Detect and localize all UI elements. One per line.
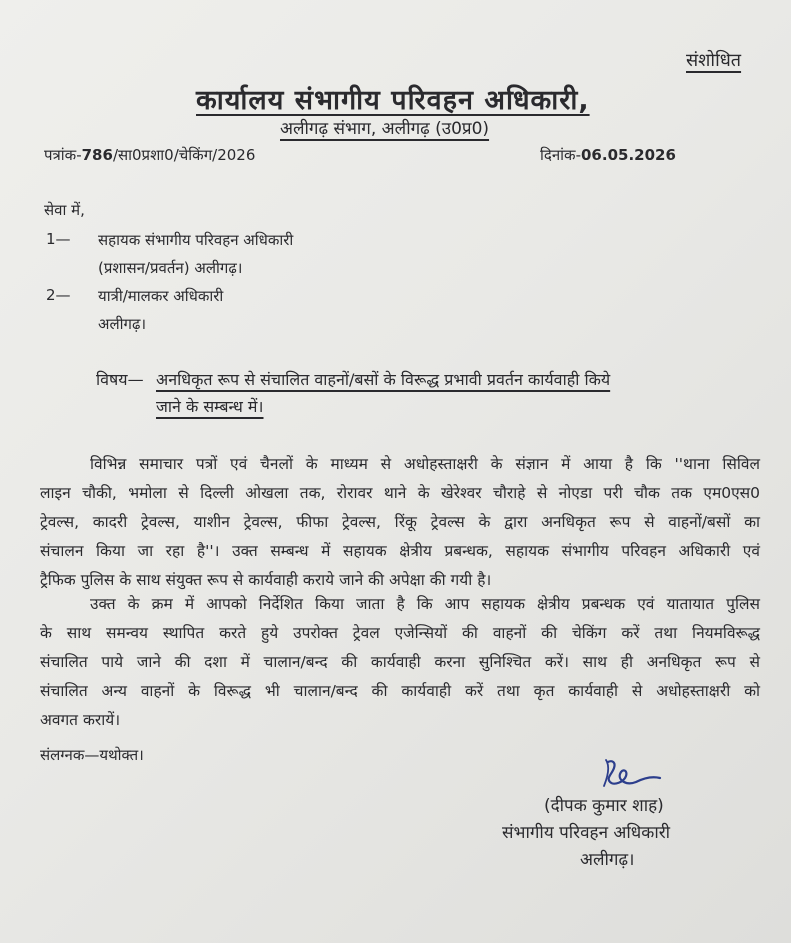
signatory-designation: संभागीय परिवहन अधिकारी <box>502 823 671 843</box>
reference-suffix: /सा0प्रशा0/चेकिंग/2026 <box>112 146 256 164</box>
subject-line-2: जाने के सम्बन्ध में। <box>156 397 264 416</box>
subject-label: विषय— <box>96 370 144 389</box>
office-title: कार्यालय संभागीय परिवहन अधिकारी, <box>196 85 590 116</box>
paragraph-1-line: विभिन्न समाचार पत्रों एवं चैनलों के माध्यम से अधोहस्ताक्षरी के संज्ञान में आया है कि ''थाना सिविल <box>90 455 760 473</box>
office-subtitle: अलीगढ़ संभाग, अलीगढ़ (उ0प्र0) <box>280 119 490 139</box>
recipient-2-line1: यात्री/मालकर अधिकारी <box>98 287 224 305</box>
paragraph-2-line: के साथ समन्वय स्थापित करते हुये उपरोक्त ट्रेवल एजेन्सियों की वाहनों की चेकिंग करें तथा नियमविरूद्ध <box>40 624 760 642</box>
paragraph-1-line: ट्रैफिक पुलिस के साथ संयुक्त रूप से कार्यवाही कराये जाने की अपेक्षा की गयी है। <box>40 571 492 589</box>
paragraph-2-line: उक्त के क्रम में आपको निर्देशित किया जाता है कि आप सहायक क्षेत्रीय प्रबन्धक एवं यातायात पुलिस <box>90 595 760 613</box>
revised-badge: संशोधित <box>686 50 742 71</box>
paragraph-2-line: संचालित पाये जाने की दशा में चालान/बन्द की कार्यवाही करना सुनिश्चित करें। साथ ही अनधिकृत रूप से <box>40 653 760 671</box>
signatory-place: अलीगढ़। <box>580 850 635 870</box>
recipient-2-number: 2— <box>46 286 71 304</box>
paragraph-2-line: संचालित अन्य वाहनों के विरूद्ध भी चालान/बन्द की कार्यवाही करें तथा कृत कार्यवाही से अधोहस्ताक्षरी को <box>40 682 760 700</box>
recipient-2-line2: अलीगढ़। <box>98 315 147 333</box>
date-value: 06.05.2026 <box>581 146 676 164</box>
paragraph-1-line: ट्रेवल्स, कादरी ट्रेवल्स, याशीन ट्रेवल्स, फीफा ट्रेवल्स, रिंकू ट्रेवल्स के द्वारा अनधिकृत रूप से वाहनों/बसों का <box>40 513 760 531</box>
signatory-name: (दीपक कुमार शाह) <box>544 796 664 816</box>
enclosure-note: संलग्नक—यथोक्त। <box>40 746 144 764</box>
subject-line-1: अनधिकृत रूप से संचालित वाहनों/बसों के विरूद्ध प्रभावी प्रवर्तन कार्यवाही किये <box>156 370 611 389</box>
recipient-1-line1: सहायक संभागीय परिवहन अधिकारी <box>98 231 294 249</box>
reference-prefix: पत्रांक- <box>44 146 82 164</box>
reference-num: 786 <box>81 146 113 164</box>
paragraph-1 <box>40 450 760 595</box>
paragraph-1-line: संचालन किया जा रहा है''। उक्त सम्बन्ध में सहायक क्षेत्रीय प्रबन्धक, सहायक संभागीय परिवहन अधिकारी एवं <box>40 542 760 560</box>
reference-number <box>44 145 255 165</box>
letter-date <box>540 145 676 165</box>
recipient-1-line2: (प्रशासन/प्रवर्तन) अलीगढ़। <box>98 259 243 277</box>
paragraph-2 <box>40 590 760 735</box>
date-label: दिनांक- <box>540 146 581 164</box>
salutation: सेवा में, <box>44 201 85 219</box>
paragraph-1-line: लाइन चौकी, भमोला से दिल्ली ओखला तक, रोरावर थाने के खेरेश्वर चौराहे से नोएडा परी चौक तक एम0एस0 <box>40 484 760 502</box>
signature-scribble <box>596 756 666 796</box>
recipient-1-number: 1— <box>46 230 71 248</box>
paragraph-2-line: अवगत करायें। <box>40 711 121 729</box>
